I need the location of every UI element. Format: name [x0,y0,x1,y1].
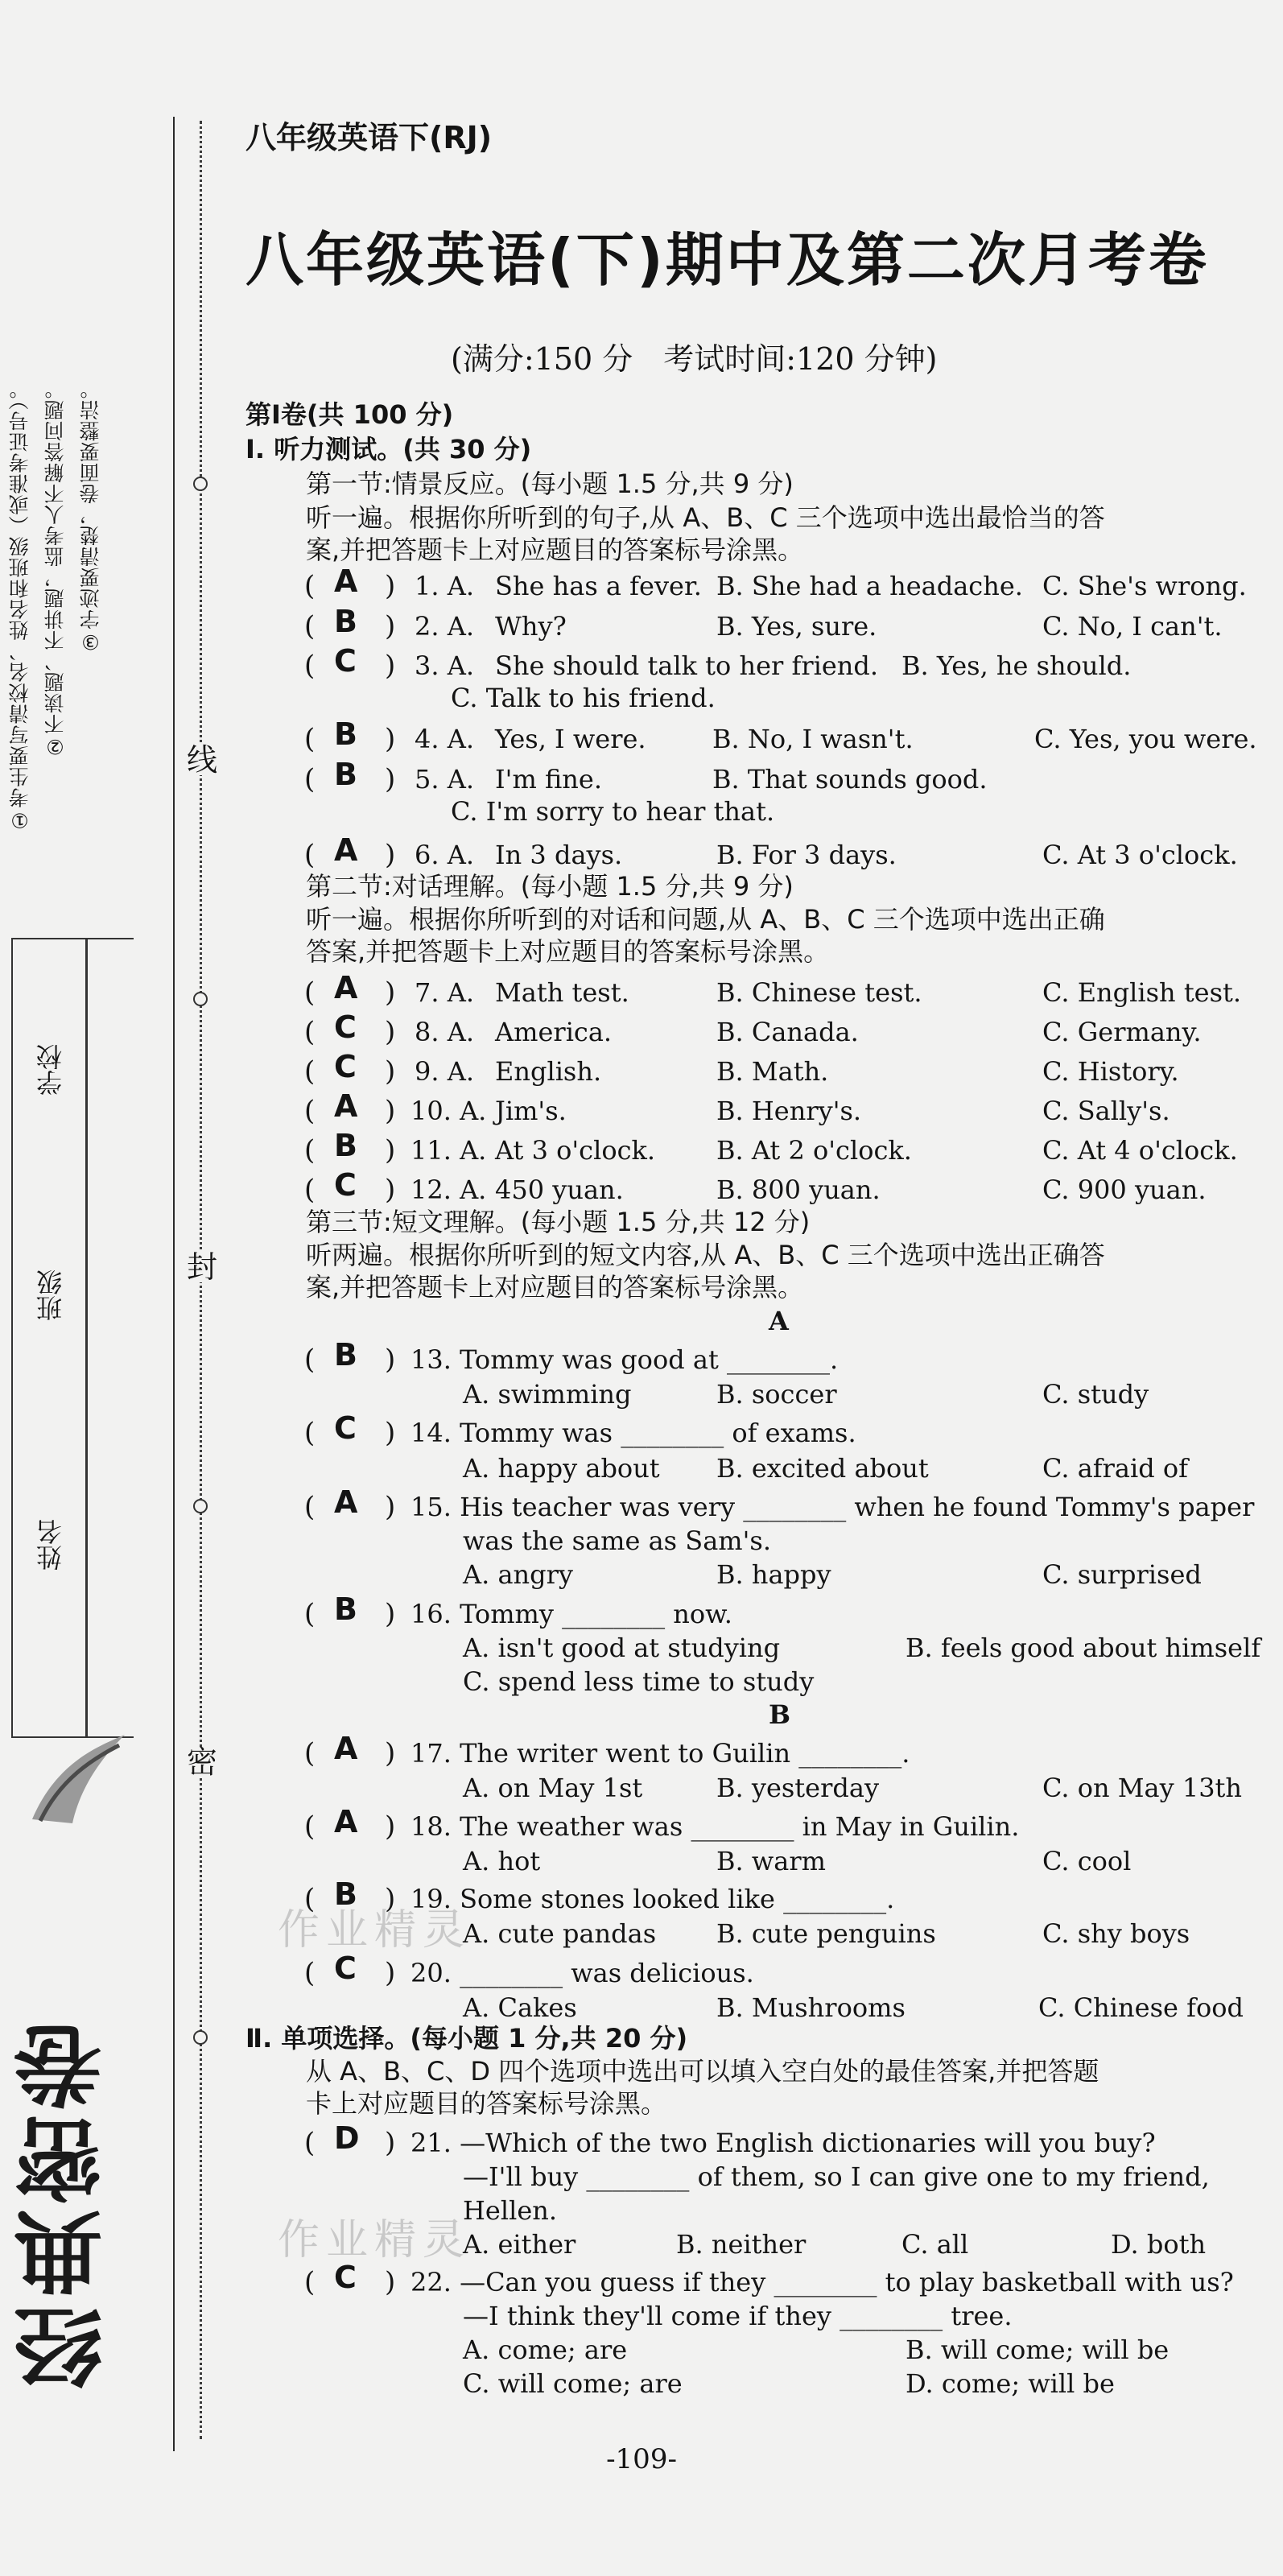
option-c: C. Chinese food [1038,1992,1244,2023]
option-c: C. afraid of [1042,1453,1188,1484]
option-c: C. Germany. [1042,1017,1202,1047]
option-d: D. both [1111,2229,1207,2260]
question-stem: 18. The weather was ________ in May in Guilin. [410,1811,1020,1842]
option-a: A. on May 1st [463,1773,643,1803]
notice-2: ②不读题、不讲题，监考人不解答问题。 [43,378,67,758]
question-stem: 13. Tommy was good at ________. [410,1344,839,1375]
answer-mark: D [334,2120,360,2156]
cut-char-mi: 密 [187,1744,218,1780]
instruction-line: 卡上对应题目的答案标号涂黑。 [306,2088,667,2119]
answer-mark: B [334,1128,357,1163]
instruction-line: 答案,并把答题卡上对应题目的答案标号涂黑。 [306,936,830,967]
answer-mark: B [334,757,357,792]
answer-mark: A [334,970,358,1005]
answer-mark: C [334,1167,357,1203]
option-a: Jim's. [495,1096,567,1126]
question-stem: 19. Some stones looked like ________. [410,1884,895,1914]
cut-char-feng: 封 [187,1249,218,1285]
option-c: C. Talk to his friend. [451,683,716,713]
answer-mark: B [334,1337,357,1373]
question-stem-line-2: —I think they'll come if they ________ tree. [463,2301,1013,2331]
option-b: B. cute penguins [716,1918,936,1949]
question-stem: 15. His teacher was very ________ when he found Tommy's paper [410,1492,1255,1522]
option-d: D. come; will be [906,2368,1115,2399]
option-a: English. [495,1056,602,1087]
answer-mark: A [334,564,358,599]
answer-mark: C [334,1951,357,1986]
section-title: Ⅱ. 单项选择。(每小题 1 分,共 20 分) [245,2023,688,2054]
brand-logo-text: 经典密卷 [14,2017,117,2391]
answer-mark: B [334,604,357,639]
instruction-line: 从 A、B、C、D 四个选项中选出可以填入空白处的最佳答案,并把答题 [306,2056,1099,2087]
school-label: 学校 [35,1044,66,1096]
option-c: C. on May 13th [1042,1773,1243,1803]
option-a: At 3 o'clock. [495,1135,656,1166]
watermark: 作业精灵 [278,1906,472,1955]
answer-mark: C [334,643,357,679]
option-b: B. excited about [716,1453,929,1484]
subsection-title: 第三节:短文理解。(每小题 1.5 分,共 12 分) [306,1207,811,1237]
option-c: C. Yes, you were. [1034,724,1257,754]
option-b: B. For 3 days. [716,840,897,870]
option-a: A. swimming [463,1379,632,1410]
instruction-line: 听两遍。根据你所听到的短文内容,从 A、B、C 三个选项中选出正确答 [306,1240,1105,1270]
option-a: Math test. [495,977,629,1008]
option-b: B. happy [716,1559,831,1590]
passage-label: B [769,1699,791,1730]
question-stem: 14. Tommy was ________ of exams. [410,1418,856,1448]
option-c: C. 900 yuan. [1042,1174,1207,1205]
cut-dot [193,2030,208,2045]
question-stem: 20. ________ was delicious. [410,1958,754,1988]
option-c: C. I'm sorry to hear that. [451,796,775,827]
option-b: B. Chinese test. [716,977,922,1008]
option-a: A. isn't good at studying [463,1633,781,1663]
option-a: A. cute pandas [463,1918,657,1949]
option-c: C. will come; are [463,2368,683,2399]
cut-dot [193,477,208,491]
option-b: B. yesterday [716,1773,880,1803]
page-title: 八年级英语(下)期中及第二次月考卷 [245,226,1209,294]
option-b: B. She had a headache. [716,571,1023,601]
cut-dot [193,1499,208,1513]
answer-mark: C [334,1009,357,1045]
option-b: B. warm [716,1846,826,1876]
section-title: Ⅰ. 听力测试。(共 30 分) [245,434,532,464]
option-a: A. either [463,2229,576,2260]
option-c: C. cool [1042,1846,1132,1876]
option-b: B. soccer [716,1379,837,1410]
option-a: I'm fine. [495,764,603,795]
question-stem-line-3: Hellen. [463,2195,558,2226]
student-info-box [11,938,134,1738]
option-a: A. angry [463,1559,573,1590]
notice-3: ③字迹要清楚，卷面要整洁。 [79,378,102,654]
option-a: A. Cakes [463,1992,577,2023]
option-a: A. come; are [463,2334,628,2365]
option-c: C. At 3 o'clock. [1042,840,1238,870]
option-a: Yes, I were. [495,724,646,754]
option-c: C. Sally's. [1042,1096,1170,1126]
option-b: B. At 2 o'clock. [716,1135,912,1166]
cut-dot [193,992,208,1006]
part-title: 第Ⅰ卷(共 100 分) [245,399,454,430]
option-b: B. will come; will be [906,2334,1170,2365]
instruction-line: 听一遍。根据你所听到的句子,从 A、B、C 三个选项中选出最恰当的答 [306,502,1105,533]
notice-1: ①考生要写清校名、姓名和班级（或准考证号）。 [8,378,31,832]
option-b: B. 800 yuan. [716,1174,881,1205]
answer-mark: B [334,1591,357,1627]
student-info-divider [85,939,88,1736]
option-c: C. all [901,2229,969,2260]
option-b: B. Henry's. [716,1096,862,1126]
option-b: B. Mushrooms [716,1992,906,2023]
margin-rule [173,117,175,2451]
option-b: B. feels good about himself [906,1633,1261,1663]
option-a: 450 yuan. [495,1174,624,1205]
instruction-line: 听一遍。根据你所听到的对话和问题,从 A、B、C 三个选项中选出正确 [306,904,1105,935]
book-subtitle: 八年级英语下(RJ) [245,120,493,155]
instruction-line: 案,并把答题卡上对应题目的答案标号涂黑。 [306,535,804,565]
subsection-title: 第一节:情景反应。(每小题 1.5 分,共 9 分) [306,469,794,499]
option-c: C. English test. [1042,977,1242,1008]
option-c: C. spend less time to study [463,1666,815,1697]
option-a: A. hot [463,1846,541,1876]
option-a: Why? [495,611,567,642]
question-stem-line-2: was the same as Sam's. [463,1525,771,1556]
option-c: C. She's wrong. [1042,571,1247,601]
question-stem-line-2: —I'll buy ________ of them, so I can give one to my friend, [463,2161,1210,2192]
option-b: B. Yes, sure. [716,611,877,642]
answer-mark: B [334,716,357,752]
answer-mark: A [334,1484,358,1520]
exam-notices [10,378,130,934]
option-c: C. At 4 o'clock. [1042,1135,1238,1166]
answer-mark: C [334,1049,357,1084]
option-a: She should talk to her friend. [495,650,879,681]
option-b: B. Canada. [716,1017,859,1047]
answer-mark: A [334,1731,358,1766]
option-b: B. Math. [716,1056,829,1087]
cut-char-xian: 线 [187,742,218,778]
watermark: 作业精灵 [278,2216,472,2264]
question-stem: 16. Tommy ________ now. [410,1599,732,1629]
exam-info: (满分:150 分 考试时间:120 分钟) [451,341,938,377]
option-b: B. That sounds good. [712,764,988,795]
option-c: C. shy boys [1042,1918,1190,1949]
option-a: A. happy about [463,1453,660,1484]
option-a: In 3 days. [495,840,623,870]
option-c: C. study [1042,1379,1149,1410]
question-stem: 22. —Can you guess if they ________ to play basketball with us? [410,2267,1234,2297]
option-b: B. neither [676,2229,807,2260]
option-a: America. [495,1017,613,1047]
option-c: C. History. [1042,1056,1179,1087]
question-stem: 21. —Which of the two English dictionaries will you buy? [410,2128,1156,2158]
option-b: B. Yes, he should. [901,650,1132,681]
instruction-line: 案,并把答题卡上对应题目的答案标号涂黑。 [306,1272,804,1302]
answer-mark: A [334,1088,358,1124]
page-number: -109- [606,2443,677,2475]
answer-mark: B [334,1876,357,1912]
answer-mark: C [334,2260,357,2295]
option-b: B. No, I wasn't. [712,724,914,754]
question-stem: 17. The writer went to Guilin ________. [410,1738,910,1769]
passage-label: A [769,1306,789,1336]
name-label: 姓名 [35,1519,66,1571]
class-label: 班级 [35,1269,66,1321]
answer-mark: C [334,1410,357,1446]
answer-mark: A [334,832,358,868]
option-c: C. No, I can't. [1042,611,1223,642]
answer-mark: A [334,1804,358,1839]
option-a: She has a fever. [495,571,702,601]
option-c: C. surprised [1042,1559,1202,1590]
subsection-title: 第二节:对话理解。(每小题 1.5 分,共 9 分) [306,871,794,902]
